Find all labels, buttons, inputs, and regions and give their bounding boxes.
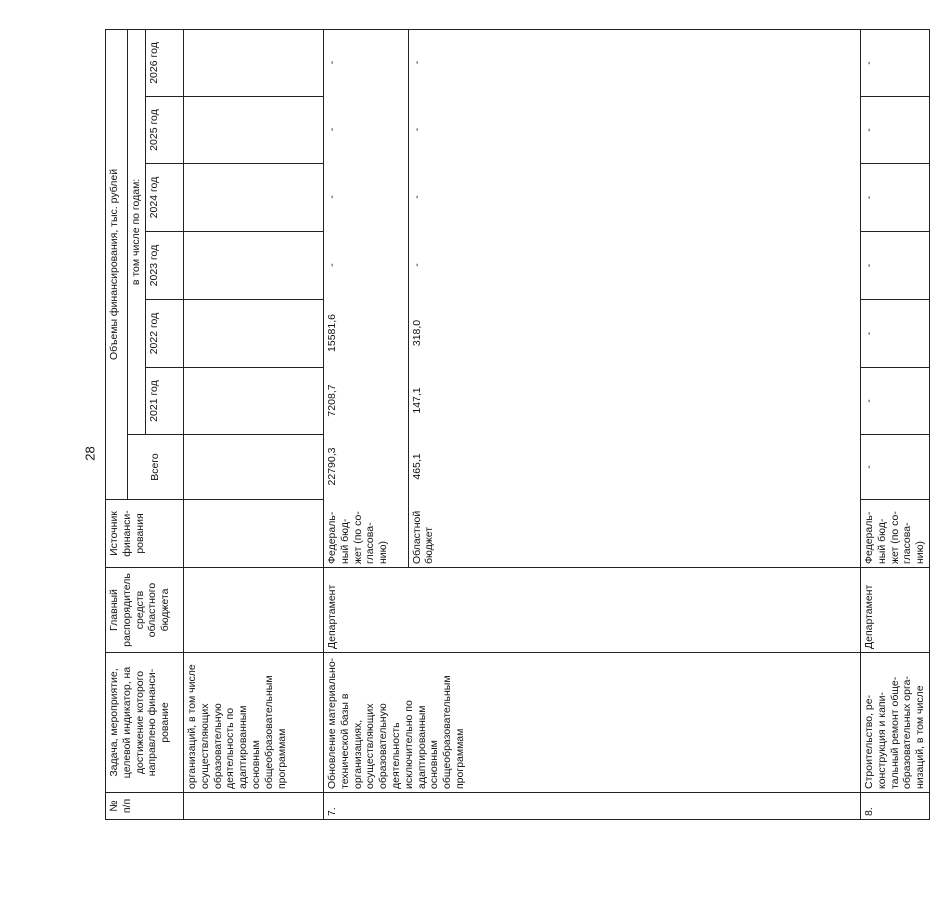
value-2023: -: [861, 232, 930, 300]
source-name: Областной бюджет: [408, 499, 860, 567]
row-2026: [184, 29, 324, 96]
value-2026: -: [408, 29, 860, 96]
value-2023: -: [408, 231, 860, 299]
header-row-1: [106, 29, 128, 819]
value-2026: -: [326, 60, 338, 65]
row-2021: [184, 368, 324, 435]
sources-subtable: [324, 29, 860, 567]
value-2024: -: [861, 164, 930, 232]
table-row-8: [861, 29, 930, 819]
row-2022: [184, 300, 324, 368]
row-source: [184, 500, 324, 568]
value-2025: -: [408, 96, 860, 163]
col-header-no: № п/п: [106, 793, 184, 820]
value-2026: -: [861, 29, 930, 96]
col-header-total: Всего: [128, 435, 184, 500]
value-2022: 15581,6: [326, 314, 338, 352]
row-manager: Департамент: [861, 568, 930, 653]
col-header-2023: 2023 год: [146, 232, 184, 300]
value-2022: -: [861, 300, 930, 368]
row-2024: [184, 164, 324, 232]
value-2023: -: [326, 263, 338, 267]
page-number: 28: [82, 446, 98, 461]
value-2025: -: [326, 127, 338, 132]
value-total: 22790,3: [326, 447, 338, 486]
col-header-manager: Главный распорядитель средств областного бюджета: [106, 568, 184, 653]
col-header-2025: 2025 год: [146, 97, 184, 164]
col-header-2021: 2021 год: [146, 368, 184, 435]
row-sources: [324, 29, 861, 567]
row-no: [184, 793, 324, 820]
value-total: 465,1: [408, 434, 860, 499]
col-header-source: Источник финанси-рования: [106, 500, 184, 568]
value-2021: -: [861, 368, 930, 435]
row-task: организаций, в том числе осуществляющих образовательную деятельность по адаптированным основным общеобразовательным программам: [184, 653, 324, 793]
row-2025: [184, 97, 324, 164]
value-2024: -: [326, 195, 338, 199]
value-2024: -: [408, 163, 860, 231]
rotated-table-container: [105, 30, 927, 820]
source-name: Федераль-ный бюд-жет (по со-гласова-нию): [326, 511, 390, 564]
value-2022: 318,0: [408, 299, 860, 367]
table-row-continuation: [184, 29, 324, 819]
col-header-by-years: в том числе по годам:: [128, 29, 146, 434]
source-name: Федераль-ный бюд-жет (по со-гласова-нию): [861, 500, 930, 568]
row-task: Строительство, ре-конструкция и капи-тальный ремонт обще-образовательных орга-низаций, в том числе: [861, 653, 930, 793]
row-manager: Департамент: [324, 568, 861, 653]
value-2021: 7208,7: [326, 384, 338, 417]
value-total: -: [861, 435, 930, 500]
source-row: [324, 29, 408, 567]
row-no: 7.: [324, 793, 861, 820]
value-2021: 147,1: [408, 367, 860, 434]
row-no: 8.: [861, 793, 930, 820]
value-2025: -: [861, 97, 930, 164]
source-row: [408, 29, 860, 567]
col-header-task: Задача, мероприятие, целевой индикатор, на достижение которого направлено финанси-рование: [106, 653, 184, 793]
row-total: [184, 435, 324, 500]
financing-table: [105, 29, 930, 820]
row-task: Обновление материально-технической базы в организациях, осуществляющих образовательную деятельность исключительно по адаптированным основным общеобразовательным программам: [324, 653, 861, 793]
col-header-2022: 2022 год: [146, 300, 184, 368]
row-2023: [184, 232, 324, 300]
col-header-2024: 2024 год: [146, 164, 184, 232]
row-manager: [184, 568, 324, 653]
col-header-funding: Объемы финансирования, тыс. рублей: [106, 29, 128, 499]
col-header-2026: 2026 год: [146, 29, 184, 96]
table-row-7: [324, 29, 861, 819]
